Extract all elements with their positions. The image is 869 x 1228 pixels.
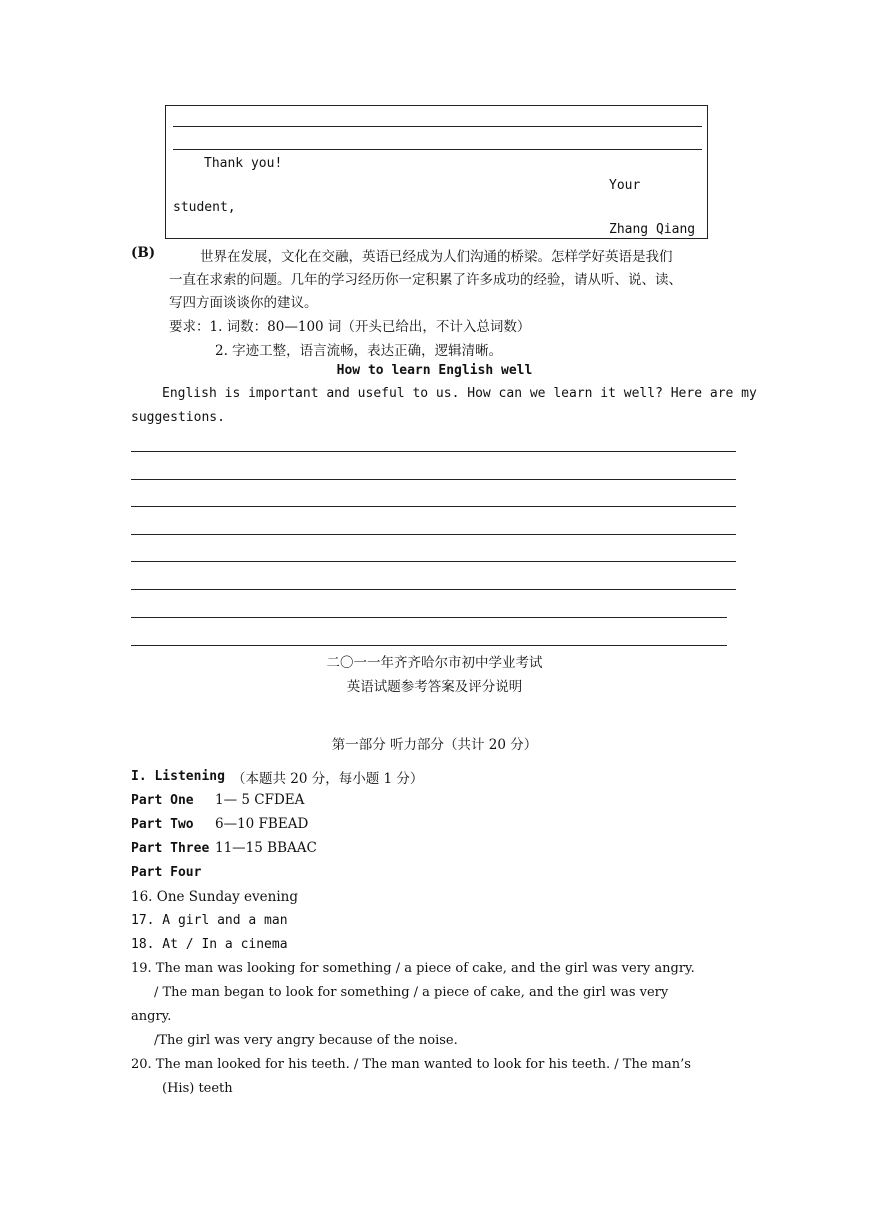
part-one-label: Part One (131, 793, 194, 808)
answer-19: 19. The man was looking for something / a piece of cake, and the girl was very angry. (131, 961, 695, 976)
part-three-answer: 11—15 BBAAC (215, 840, 317, 856)
answer-19-alt: / The man began to look for something / a piece of cake, and the girl was very (154, 985, 669, 1000)
answer-19-cont: angry. (131, 1009, 172, 1024)
prompt-text: 一直在求索的问题。几年的学习经历你一定积累了许多成功的经验，请从听、说、读、 (169, 272, 682, 288)
writing-line (131, 479, 736, 480)
part-three-label: Part Three (131, 841, 210, 856)
essay-opening-cont: suggestions. (131, 410, 225, 425)
writing-line (131, 506, 736, 507)
part-two-answer: 6—10 FBEAD (215, 816, 309, 832)
part-one-answer: 1— 5 CFDEA (215, 792, 305, 808)
part-heading: 第一部分 听力部分（共计 20 分） (331, 737, 538, 753)
essay-title: How to learn English well (336, 363, 533, 378)
writing-line (131, 451, 736, 452)
section-label: (B) (131, 245, 156, 261)
writing-line (173, 149, 702, 150)
essay-opening: English is important and useful to us. How can we learn it well? Here are my (162, 386, 757, 401)
writing-line (131, 589, 736, 590)
letter-thanks: Thank you! (204, 156, 283, 171)
writing-line (131, 645, 727, 646)
requirement-2: 2. 字迹工整，语言流畅，表达正确，逻辑清晰。 (215, 343, 503, 359)
prompt-text: 世界在发展，文化在交融，英语已经成为人们沟通的桥梁。怎样学好英语是我们 (200, 249, 673, 265)
part-four-label: Part Four (131, 865, 202, 880)
letter-signature: Zhang Qiang (609, 222, 696, 237)
writing-line (131, 617, 727, 618)
answer-20-cont: (His) teeth (162, 1081, 233, 1096)
prompt-text: 写四方面谈谈你的建议。 (169, 295, 318, 311)
letter-closing-cont: student, (173, 200, 236, 215)
writing-line (131, 534, 736, 535)
answer-17: 17. A girl and a man (131, 913, 288, 928)
part-two-label: Part Two (131, 817, 194, 832)
answer-20: 20. The man looked for his teeth. / The man wanted to look for his teeth. / The man’s (131, 1057, 691, 1072)
answer-key-title: 二〇一一年齐齐哈尔市初中学业考试 (326, 655, 543, 671)
requirement-1: 要求：1. 词数：80—100 词（开头已给出，不计入总词数） (169, 319, 531, 335)
answer-18: 18. At / In a cinema (131, 937, 288, 952)
answer-19-alt: /The girl was very angry because of the noise. (154, 1033, 458, 1048)
letter-box (165, 105, 708, 239)
listening-label: I. Listening (131, 769, 225, 784)
letter-closing: Your (609, 178, 641, 193)
answer-key-subtitle: 英语试题参考答案及评分说明 (346, 679, 523, 695)
answer-16: 16. One Sunday evening (131, 889, 299, 905)
listening-note: （本题共 20 分，每小题 1 分） (232, 771, 424, 787)
writing-line (131, 561, 736, 562)
writing-line (173, 126, 702, 127)
